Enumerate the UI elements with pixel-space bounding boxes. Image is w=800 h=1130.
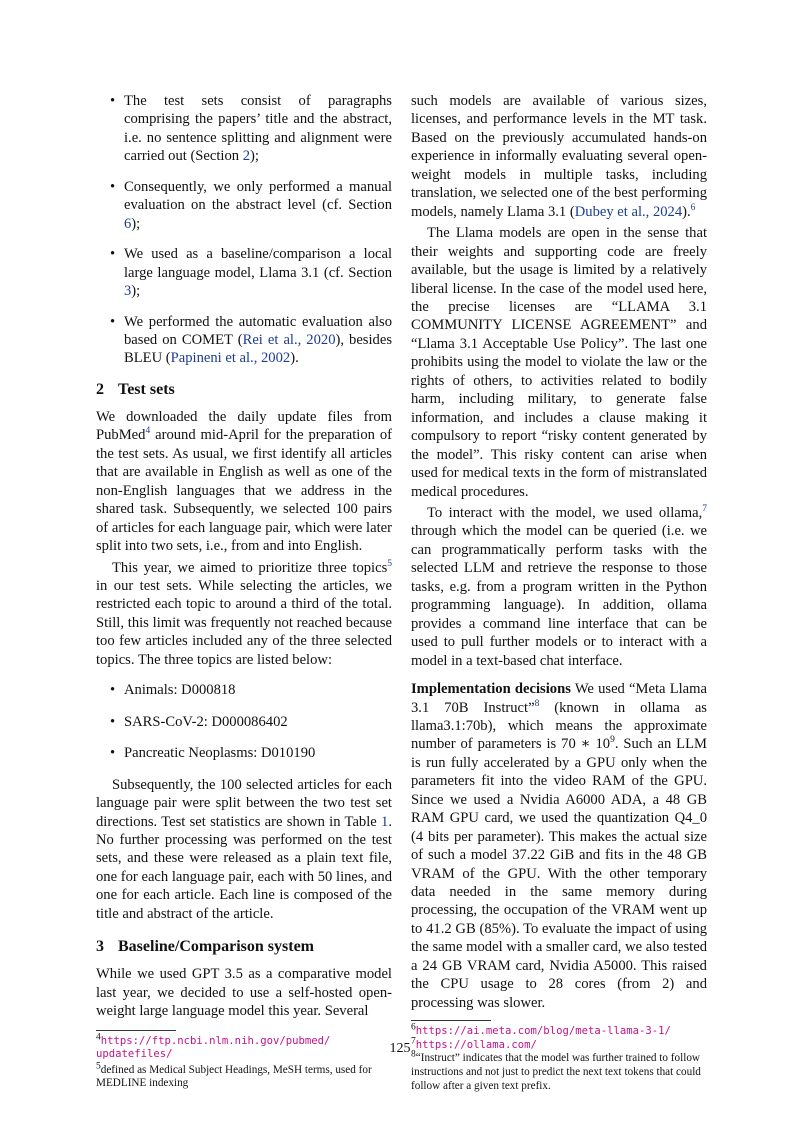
footnote-url-link[interactable]: https://ollama.com/: [415, 1038, 537, 1051]
footnote-ref[interactable]: 6: [690, 202, 696, 213]
footnote-ref[interactable]: 7: [702, 504, 707, 515]
citation-link[interactable]: Papineni et al., 2002: [170, 350, 291, 367]
paragraph: The Llama models are open in the sense that their weights and supporting code are freely available, but the usage is limited by a relatively liberal license. In the case of the model used here, the precise licenses are “LLAMA 3.1 COMMUNITY LICENSE AGREEMENT” and “Llama 3.1 Acceptable Use Policy”. The last one prohibits using the model to violate the law or the rights of others, to activities related to bodily harm, including military, to generate false information, and includes a clause making it compulsory to report “risky content generated by the model”. This risky content can arise when used for medical texts in the form of mistranslated medical procedures.: [411, 225, 707, 500]
footnote: $^7$https://ollama.com/: [411, 1036, 537, 1051]
bullet-icon: •: [110, 313, 116, 330]
paragraph: To interact with the model, we used ollama,$^7$ through which the model can be queried (i.e. we can programmatically perform tasks with the selected LLM and retrieve the response to those tasks, e.g. from a program written in the Python programming language). In addition, ollama provides a command line interface that can be used to pull further models or to interact with a model in a text-based chat interface.: [411, 504, 707, 669]
table-ref-link[interactable]: 1: [381, 813, 389, 830]
bullet-icon: •: [110, 682, 116, 699]
list-item: • Animals: D000818: [110, 682, 236, 699]
bullet-icon: •: [110, 745, 116, 762]
citation-link[interactable]: Rei et al., 2020: [242, 331, 336, 348]
footnote-divider: [96, 1030, 176, 1031]
right-column: [411, 92, 707, 1093]
footnote-url-link[interactable]: https://ftp.ncbi.nlm.nih.gov/pubmed/ updatefiles/: [96, 1034, 331, 1061]
paragraph: This year, we aimed to prioritize three topics$^5$ in our test sets. While selecting the articles, we restricted each topic to around a third of the total. Still, this limit was frequently not reached because too few articles included any of the three selected topics. The three topics are listed below:: [96, 558, 392, 668]
footnote-divider: [411, 1020, 491, 1021]
section-ref-link[interactable]: 2: [242, 148, 251, 165]
bullet-icon: •: [110, 178, 116, 195]
paragraph: such models are available of various sizes, licenses, and performance levels in the MT task. Based on the previously accumulated hands-on experience in informally evaluating several open-weight models in multiple tasks, including translation, we selected one of the best performing models, namely Llama 3.1 (Dubey et al., 2024).$^6$: [411, 93, 707, 220]
left-column: [96, 92, 392, 1091]
bullet-icon: •: [110, 246, 116, 263]
bullet-icon: •: [110, 713, 116, 730]
page-number: 125: [389, 1041, 411, 1056]
footnote-ref[interactable]: 8: [534, 698, 540, 709]
section-ref-link[interactable]: 6: [124, 215, 132, 232]
footnote-ref[interactable]: 5: [387, 558, 392, 569]
bullet-list-summary: [96, 92, 392, 368]
bullet-icon: •: [110, 93, 116, 109]
footnote: $^4$https://ftp.ncbi.nlm.nih.gov/pubmed/ updatefiles/: [96, 1031, 331, 1061]
list-item: • Consequently, we only performed a manual evaluation on the abstract level (cf. Section 6);: [110, 178, 392, 232]
list-item: • We performed the automatic evaluation also based on COMET (Rei et al., 2020), besides BLEU (Papineni et al., 2002).: [110, 313, 392, 367]
section-heading: 2 Test sets: [96, 380, 175, 398]
footnote: $^8$“Instruct” indicates that the model was further trained to follow instructions and not just to predict the next text tokens that could follow after a given text prefix.: [411, 1049, 701, 1092]
footnote: $^6$https://ai.meta.com/blog/meta-llama-3-1/: [411, 1022, 671, 1038]
paragraph: We downloaded the daily update files from PubMed$^4$ around mid-April for the preparation of the test sets. As usual, we first identify all articles that are available in English as well as one of the non-English languages that we address in the shared task. Subsequently, we selected 100 pairs of articles for each language pair, which were later split into two sets, i.e., from and into English.: [96, 408, 392, 555]
footnote-url-link[interactable]: https://ai.meta.com/blog/meta-llama-3-1/: [415, 1025, 671, 1038]
list-item: • The test sets consist of paragraphs comprising the papers’ title and the abstract, i.e. no sentence splitting and alignment were carried out (Section 2);: [110, 93, 392, 165]
section-ref-link[interactable]: 3: [124, 283, 132, 300]
list-item: • We used as a baseline/comparison a local large language model, Llama 3.1 (cf. Section 3);: [110, 246, 392, 300]
footnote-ref[interactable]: 4: [145, 426, 151, 437]
paragraph: While we used GPT 3.5 as a comparative model last year, we decided to use a self-hosted open-weight large language model this year. Several: [96, 966, 392, 1020]
citation-link[interactable]: Dubey et al., 2024: [574, 203, 683, 220]
list-item: • Pancreatic Neoplasms: D010190: [110, 745, 316, 762]
section-heading: 3 Baseline/Comparison system: [96, 938, 314, 956]
paragraph-heading: Implementation decisions: [411, 681, 571, 698]
topic-list: [96, 681, 392, 762]
paragraph: Subsequently, the 100 selected articles for each language pair were split between the two test set directions. Test set statistics are shown in Table 1. No further processing was performed on the test sets, and these were released as a plain text file, one for each language pair, each with 50 lines, and one for each article. Each line is composed of the title and abstract of the article.: [96, 776, 392, 922]
paragraph: Implementation decisions We used “Meta Llama 3.1 70B Instruct”$^8$ (known in ollama as llama3.1:70b), which means the approximate number of parameters is 70 ∗ $10^9$. Such an LLM is run fully accelerated by a GPU only when the parameters fit into the video RAM of the GPU. Since we used a Nvidia A6000 ADA, a 48 GB RAM GPU card, we used the quantization Q4_0 (4 bits per parameter). This makes the actual size of such a model 37.22 GiB and fits in the 48 GB VRAM of the GPU. With the other temporary data needed in the same memory during processing, the occupation of the VRAM went up to 41.2 GB (85%). To evaluate the impact of using the same model with a smaller card, we also tested a 24 GB VRAM card, Nvidia A5000. This raised the CPU usage to 28 cores (from 2) and processing was slower.: [411, 681, 708, 1011]
list-item: • SARS-CoV-2: D000086402: [110, 713, 288, 730]
footnote: $^5$defined as Medical Subject Headings, MeSH terms, used for MEDLINE indexing: [96, 1061, 372, 1090]
